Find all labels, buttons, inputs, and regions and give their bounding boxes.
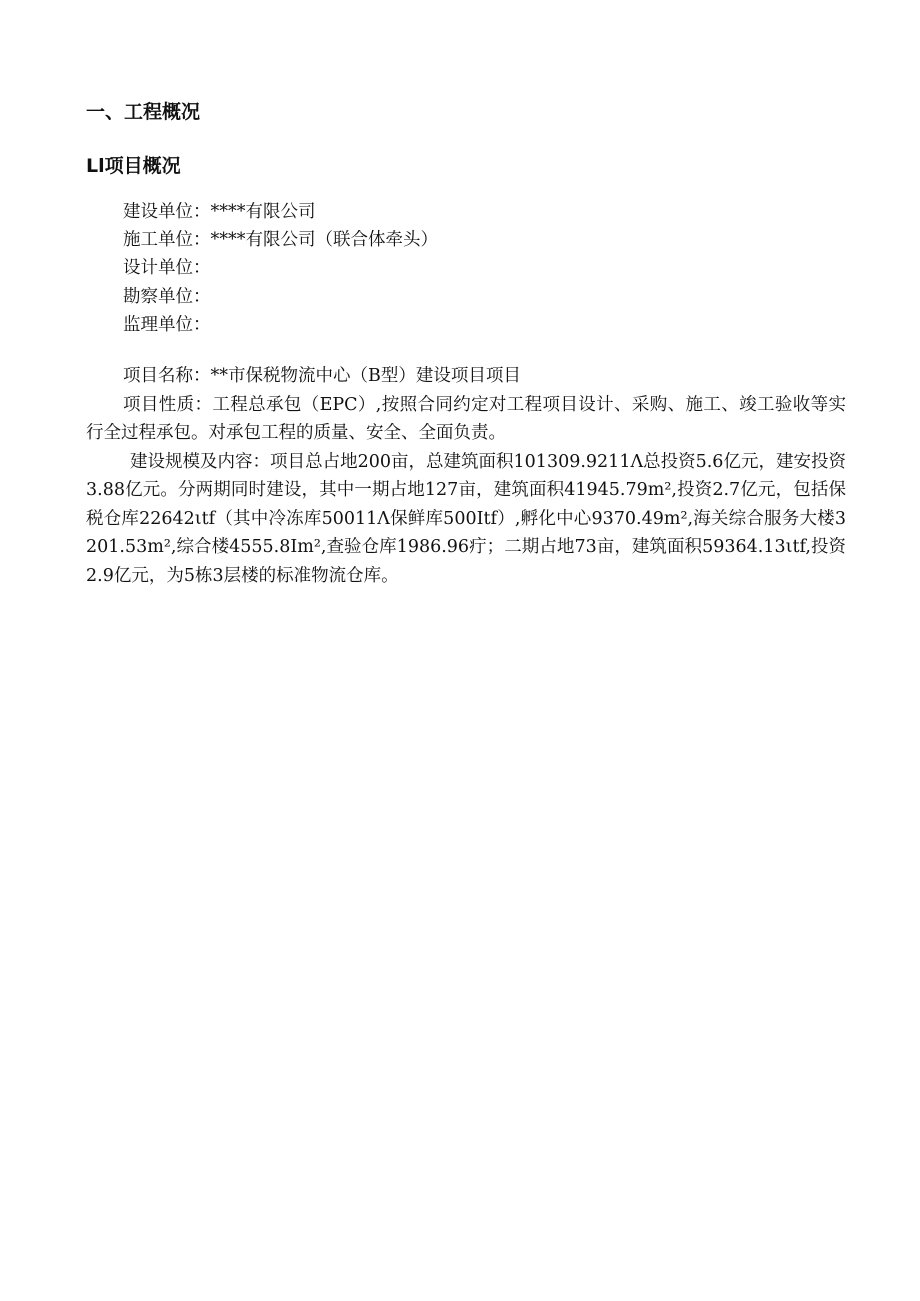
project-description [86, 362, 846, 590]
project-name: 项目名称：**市保税物流中心（B型）建设项目项目 [123, 366, 521, 386]
unit-construction: 建设单位：****有限公司 [123, 202, 316, 222]
subsection-heading: Ll项目概况 [86, 155, 181, 177]
unit-survey: 勘察单位： [123, 286, 211, 307]
unit-supervision: 监理单位： [123, 314, 211, 335]
section-heading: 一、工程概况 [86, 101, 201, 123]
project-nature: 项目性质：工程总承包（EPC）,按照合同约定对工程项目设计、采购、施工、竣工验收等实行全过程承包。对承包工程的质量、安全、全面负责。 [86, 394, 846, 443]
unit-contractor: 施工单位：****有限公司（联合体牵头） [123, 230, 438, 251]
unit-design: 设计单位： [123, 258, 211, 279]
project-scale: 建设规模及内容：项目总占地200亩，总建筑面积101309.9211Λ总投资5.6亿元，建安投资3.88亿元。分两期同时建设，其中一期占地127亩，建筑面积41945.79m²,投资2.7亿元，包括保税仓库22642ιtf（其中冷冻库50011Λ保鲜库500Itf）,孵化中心9370.49m²,海关综合服务大楼3201.53m²,综合楼4555.8Im²,查验仓库1986.96疔；二期占地73亩，建筑面积59364.13ιtf,投资2.9亿元，为5栋3层楼的标准物流仓库。 [86, 451, 846, 586]
unit-list [123, 198, 438, 339]
